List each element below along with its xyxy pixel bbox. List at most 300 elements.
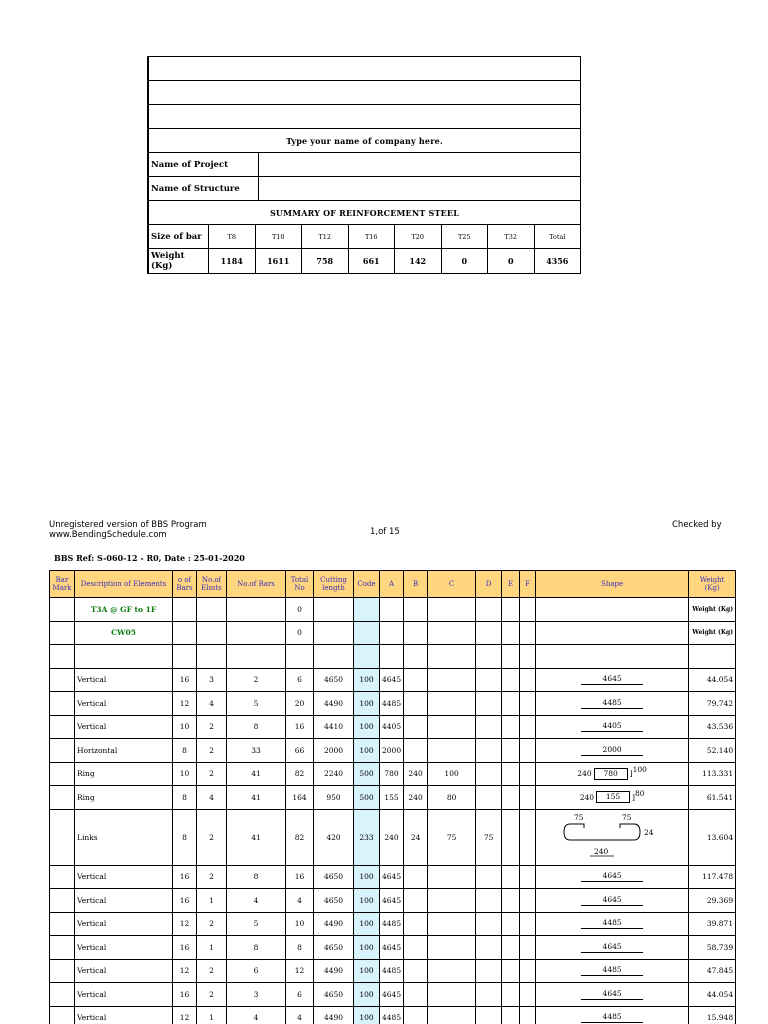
dim-e[interactable] [502,912,520,936]
cutting-length[interactable]: 420 [314,809,354,865]
cutting-length[interactable]: 4650 [314,983,354,1007]
total-no[interactable]: 8 [286,936,314,960]
shape-cell[interactable] [536,865,689,889]
dim-f[interactable] [520,715,536,739]
dim-c[interactable] [428,912,476,936]
table-cell[interactable] [536,645,689,669]
table-cell[interactable] [354,598,380,622]
weight[interactable]: 117.478 [689,865,736,889]
description[interactable]: Vertical [75,692,173,716]
table-cell[interactable] [520,621,536,645]
size-cell: T32 [488,225,535,248]
table-cell[interactable] [476,621,502,645]
table-cell[interactable] [428,621,476,645]
bar-dia[interactable]: 16 [173,983,197,1007]
shape-cell[interactable] [536,959,689,983]
description[interactable]: Ring [75,762,173,786]
description[interactable]: Vertical [75,959,173,983]
dim-b[interactable]: 240 [404,762,428,786]
total-no[interactable]: 16 [286,715,314,739]
dim-a[interactable]: 4485 [380,959,404,983]
dim-a[interactable]: 4645 [380,983,404,1007]
no-of-elements[interactable]: 2 [197,959,227,983]
no-of-bars[interactable]: 5 [227,912,286,936]
table-cell[interactable] [227,621,286,645]
dim-b[interactable]: 24 [404,809,428,865]
dim-a[interactable]: 240 [380,809,404,865]
bar-mark[interactable] [50,692,75,716]
shape-cell[interactable] [536,668,689,692]
table-cell[interactable] [380,645,404,669]
group-label[interactable]: CW05 [75,621,173,645]
description[interactable]: Ring [75,786,173,810]
weight[interactable]: 61.541 [689,786,736,810]
no-of-elements[interactable]: 2 [197,762,227,786]
group-total[interactable]: 0 [286,598,314,622]
dim-f[interactable] [520,983,536,1007]
dim-a[interactable]: 780 [380,762,404,786]
no-of-elements[interactable]: 2 [197,809,227,865]
blank-row [149,105,580,129]
dim-f[interactable] [520,912,536,936]
shape-code[interactable]: 100 [354,692,380,716]
no-of-elements[interactable]: 1 [197,936,227,960]
table-cell[interactable] [173,598,197,622]
total-no[interactable]: 6 [286,983,314,1007]
company-name[interactable]: Type your name of company here. [149,129,580,153]
dim-d[interactable] [476,912,502,936]
dim-d[interactable] [476,865,502,889]
dim-c[interactable] [428,1006,476,1024]
dim-b[interactable]: 240 [404,786,428,810]
shape-cell[interactable] [536,889,689,913]
weight-cell: 0 [488,249,535,273]
bar-mark[interactable] [50,912,75,936]
shape-code[interactable]: 100 [354,715,380,739]
bar-dia[interactable]: 10 [173,715,197,739]
cutting-length[interactable]: 4490 [314,912,354,936]
table-cell[interactable] [476,645,502,669]
dim-d[interactable] [476,936,502,960]
table-cell[interactable] [428,645,476,669]
bar-mark[interactable] [50,1006,75,1024]
no-of-bars[interactable]: 41 [227,762,286,786]
total-no[interactable]: 12 [286,959,314,983]
dim-e[interactable] [502,936,520,960]
dim-e[interactable] [502,983,520,1007]
table-cell[interactable] [197,621,227,645]
no-of-elements[interactable]: 2 [197,865,227,889]
dim-e[interactable] [502,715,520,739]
dim-e[interactable] [502,959,520,983]
table-cell[interactable] [354,621,380,645]
dim-e[interactable] [502,889,520,913]
bar-dia[interactable]: 16 [173,668,197,692]
group-total[interactable]: 0 [286,621,314,645]
cutting-length[interactable]: 2000 [314,739,354,763]
cutting-length[interactable]: 4650 [314,936,354,960]
dim-c[interactable] [428,936,476,960]
cutting-length[interactable]: 4650 [314,668,354,692]
shape-cell[interactable] [536,786,689,810]
column-header: D [476,571,502,598]
bar-dia[interactable]: 12 [173,912,197,936]
table-cell[interactable] [227,598,286,622]
dim-a[interactable]: 4485 [380,692,404,716]
bar-mark[interactable] [50,715,75,739]
no-of-elements[interactable]: 1 [197,1006,227,1024]
bar-dia[interactable]: 8 [173,786,197,810]
table-cell[interactable] [502,645,520,669]
total-no[interactable]: 4 [286,889,314,913]
description[interactable]: Links [75,809,173,865]
shape-code[interactable]: 233 [354,809,380,865]
cutting-length[interactable]: 2240 [314,762,354,786]
bar-dia[interactable]: 16 [173,889,197,913]
size-cell: T16 [349,225,396,248]
no-of-elements[interactable]: 1 [197,889,227,913]
dim-a[interactable]: 4645 [380,865,404,889]
column-header: Shape [536,571,689,598]
dim-e[interactable] [502,762,520,786]
dim-b[interactable] [404,959,428,983]
weight[interactable]: 47.845 [689,959,736,983]
no-of-elements[interactable]: 2 [197,715,227,739]
total-no[interactable]: 164 [286,786,314,810]
shape-code[interactable]: 500 [354,786,380,810]
dim-a[interactable]: 155 [380,786,404,810]
shape-cell[interactable] [536,762,689,786]
dim-d[interactable] [476,668,502,692]
link-dim-bottom: 240 [594,847,609,856]
no-of-elements[interactable]: 2 [197,912,227,936]
dim-f[interactable] [520,739,536,763]
group-label[interactable]: T3A @ GF to 1F [75,598,173,622]
dim-f[interactable] [520,809,536,865]
shape-cell[interactable] [536,809,689,865]
weight[interactable]: 58.739 [689,936,736,960]
table-cell[interactable] [536,621,689,645]
dim-f[interactable] [520,865,536,889]
dim-c[interactable] [428,983,476,1007]
dim-b[interactable] [404,739,428,763]
bar-mark[interactable] [50,865,75,889]
weight[interactable]: 29.369 [689,889,736,913]
no-of-bars[interactable]: 33 [227,739,286,763]
shape-code[interactable]: 100 [354,889,380,913]
shape-cell[interactable] [536,912,689,936]
total-no[interactable]: 16 [286,865,314,889]
shape-cell[interactable] [536,715,689,739]
dim-b[interactable] [404,1006,428,1024]
shape-code[interactable]: 100 [354,865,380,889]
bar-mark[interactable] [50,809,75,865]
dim-d[interactable]: 75 [476,809,502,865]
bar-dia[interactable]: 8 [173,809,197,865]
straight-bar-shape: 4645 [581,895,643,906]
total-no[interactable]: 4 [286,1006,314,1024]
dim-c[interactable] [428,889,476,913]
total-no[interactable]: 10 [286,912,314,936]
dim-a[interactable]: 4485 [380,1006,404,1024]
table-cell[interactable] [520,645,536,669]
no-of-elements[interactable]: 4 [197,786,227,810]
no-of-bars[interactable]: 8 [227,715,286,739]
cutting-length[interactable]: 950 [314,786,354,810]
dim-e[interactable] [502,668,520,692]
description[interactable]: Vertical [75,668,173,692]
no-of-bars[interactable]: 41 [227,809,286,865]
dim-e[interactable] [502,1006,520,1024]
shape-code[interactable]: 100 [354,1006,380,1024]
table-cell[interactable] [50,645,75,669]
table-row [50,865,736,889]
dim-d[interactable] [476,983,502,1007]
weight[interactable]: 13.604 [689,809,736,865]
bar-dia[interactable]: 8 [173,739,197,763]
weight[interactable]: 44.054 [689,668,736,692]
table-cell[interactable] [50,621,75,645]
dim-f[interactable] [520,762,536,786]
no-of-elements[interactable]: 2 [197,739,227,763]
no-of-elements[interactable]: 2 [197,983,227,1007]
dim-d[interactable] [476,739,502,763]
bar-mark[interactable] [50,889,75,913]
bar-mark[interactable] [50,762,75,786]
table-cell[interactable] [75,645,173,669]
dim-b[interactable] [404,912,428,936]
ring-dim-right: 80 [634,788,645,798]
shape-cell[interactable] [536,1006,689,1024]
dim-b[interactable] [404,983,428,1007]
dim-a[interactable]: 4645 [380,889,404,913]
table-cell[interactable] [197,645,227,669]
dim-e[interactable] [502,692,520,716]
dim-d[interactable] [476,715,502,739]
table-cell[interactable] [520,598,536,622]
bar-dia[interactable]: 12 [173,1006,197,1024]
cutting-length[interactable]: 4490 [314,692,354,716]
no-of-bars[interactable]: 4 [227,889,286,913]
dim-e[interactable] [502,739,520,763]
no-of-bars[interactable]: 5 [227,692,286,716]
straight-bar-shape: 4485 [581,965,643,976]
straight-bar-shape: 4485 [581,918,643,929]
description[interactable]: Vertical [75,865,173,889]
shape-code[interactable]: 100 [354,959,380,983]
project-label: Name of Project [149,153,259,176]
dim-a[interactable]: 4485 [380,912,404,936]
dim-c[interactable] [428,668,476,692]
table-cell[interactable] [354,645,380,669]
dim-d[interactable] [476,762,502,786]
table-cell[interactable] [227,645,286,669]
no-of-bars[interactable]: 8 [227,936,286,960]
table-cell[interactable] [314,645,354,669]
dim-e[interactable] [502,865,520,889]
table-cell[interactable] [428,598,476,622]
dim-f[interactable] [520,1006,536,1024]
column-header: A [380,571,404,598]
description[interactable]: Horizontal [75,739,173,763]
dim-f[interactable] [520,936,536,960]
table-cell[interactable] [404,645,428,669]
shape-cell[interactable] [536,739,689,763]
table-cell[interactable] [314,621,354,645]
shape-code[interactable]: 500 [354,762,380,786]
bar-mark[interactable] [50,983,75,1007]
dim-a[interactable]: 4645 [380,936,404,960]
total-no[interactable]: 6 [286,668,314,692]
bar-mark[interactable] [50,959,75,983]
bar-dia[interactable]: 16 [173,936,197,960]
dim-b[interactable] [404,865,428,889]
table-cell[interactable] [476,598,502,622]
bar-mark[interactable] [50,668,75,692]
dim-b[interactable] [404,715,428,739]
ring-dim-mid: 155 [596,791,630,803]
dim-a[interactable]: 4405 [380,715,404,739]
no-of-elements[interactable]: 4 [197,692,227,716]
description[interactable]: Vertical [75,983,173,1007]
group-weight-label[interactable]: Weight (Kg) [689,598,736,622]
weight[interactable]: 113.331 [689,762,736,786]
cutting-length[interactable]: 4650 [314,865,354,889]
dim-f[interactable] [520,786,536,810]
table-cell[interactable] [689,645,736,669]
bar-mark[interactable] [50,739,75,763]
bar-dia[interactable]: 10 [173,762,197,786]
bar-dia[interactable]: 16 [173,865,197,889]
dim-d[interactable] [476,889,502,913]
weight[interactable]: 43.536 [689,715,736,739]
bar-dia[interactable]: 12 [173,959,197,983]
table-cell[interactable] [404,621,428,645]
size-row [149,225,580,249]
description[interactable]: Vertical [75,936,173,960]
dim-d[interactable] [476,1006,502,1024]
dim-f[interactable] [520,889,536,913]
unregistered-text: Unregistered version of BBS Program [49,520,207,530]
no-of-elements[interactable]: 3 [197,668,227,692]
table-cell[interactable] [173,645,197,669]
no-of-bars[interactable]: 3 [227,983,286,1007]
no-of-bars[interactable]: 4 [227,1006,286,1024]
weight[interactable]: 79.742 [689,692,736,716]
website-link[interactable]: www.BendingSchedule.com [49,530,167,540]
dim-e[interactable] [502,786,520,810]
total-no[interactable]: 20 [286,692,314,716]
table-cell[interactable] [286,645,314,669]
no-of-bars[interactable]: 8 [227,865,286,889]
cutting-length[interactable]: 4490 [314,1006,354,1024]
description[interactable]: Vertical [75,889,173,913]
shape-code[interactable]: 100 [354,936,380,960]
weight-cell: 1611 [256,249,303,273]
no-of-bars[interactable]: 41 [227,786,286,810]
dim-c[interactable] [428,959,476,983]
table-cell[interactable] [502,621,520,645]
bar-dia[interactable]: 12 [173,692,197,716]
table-cell[interactable] [380,621,404,645]
table-cell[interactable] [404,598,428,622]
description[interactable]: Vertical [75,1006,173,1024]
column-header: No.of Elmts [197,571,227,598]
table-cell[interactable] [50,598,75,622]
dim-f[interactable] [520,668,536,692]
dim-d[interactable] [476,692,502,716]
dim-b[interactable] [404,936,428,960]
dim-f[interactable] [520,959,536,983]
table-cell[interactable] [173,621,197,645]
table-cell[interactable] [314,598,354,622]
description[interactable]: Vertical [75,715,173,739]
shape-cell[interactable] [536,983,689,1007]
weight[interactable]: 52.140 [689,739,736,763]
dim-b[interactable] [404,889,428,913]
table-cell[interactable] [502,598,520,622]
bar-mark[interactable] [50,786,75,810]
dim-c[interactable]: 80 [428,786,476,810]
table-cell[interactable] [380,598,404,622]
no-of-bars[interactable]: 6 [227,959,286,983]
table-cell[interactable] [197,598,227,622]
cutting-length[interactable]: 4410 [314,715,354,739]
shape-code[interactable]: 100 [354,668,380,692]
description[interactable]: Vertical [75,912,173,936]
weight[interactable]: 44.054 [689,983,736,1007]
dim-c[interactable]: 75 [428,809,476,865]
link-dim-side: 24 [644,828,654,837]
dim-e[interactable] [502,809,520,865]
shape-code[interactable]: 100 [354,983,380,1007]
dim-c[interactable]: 100 [428,762,476,786]
total-no[interactable]: 82 [286,809,314,865]
weight[interactable]: 39.871 [689,912,736,936]
dim-b[interactable] [404,668,428,692]
shape-cell[interactable] [536,936,689,960]
cutting-length[interactable]: 4490 [314,959,354,983]
column-header: o of Bars [173,571,197,598]
dim-a[interactable]: 4645 [380,668,404,692]
table-row [50,936,736,960]
structure-value[interactable] [259,177,580,200]
shape-code[interactable]: 100 [354,912,380,936]
shape-code[interactable]: 100 [354,739,380,763]
dim-f[interactable] [520,692,536,716]
dim-d[interactable] [476,786,502,810]
dim-d[interactable] [476,959,502,983]
table-row [50,889,736,913]
total-no[interactable]: 82 [286,762,314,786]
bar-mark[interactable] [50,936,75,960]
dim-c[interactable] [428,865,476,889]
table-cell[interactable] [536,598,689,622]
shape-cell[interactable] [536,692,689,716]
total-no[interactable]: 66 [286,739,314,763]
dim-c[interactable] [428,739,476,763]
dim-b[interactable] [404,692,428,716]
no-of-bars[interactable]: 2 [227,668,286,692]
weight[interactable]: 15.948 [689,1006,736,1024]
project-value[interactable] [259,153,580,176]
dim-a[interactable]: 2000 [380,739,404,763]
ring-shape [536,788,688,803]
cutting-length[interactable]: 4650 [314,889,354,913]
dim-c[interactable] [428,715,476,739]
group-weight-label[interactable]: Weight (Kg) [689,621,736,645]
dim-c[interactable] [428,692,476,716]
